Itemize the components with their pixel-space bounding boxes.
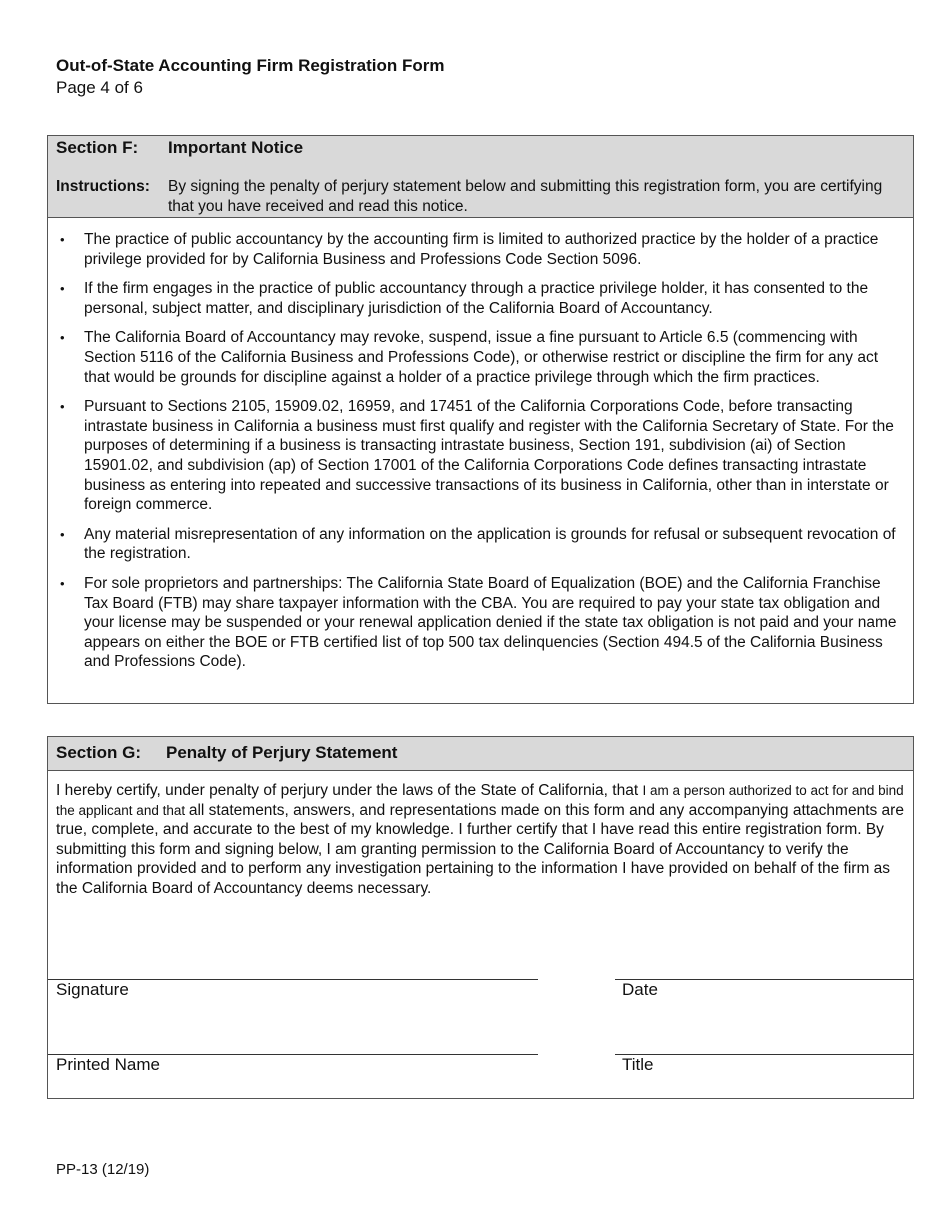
bullet-icon: • (60, 575, 65, 591)
bullet-icon: • (60, 232, 65, 247)
certification-text-part2: I am a person authorized to act for and bind the applicant and that (56, 783, 904, 818)
bullet-icon: • (60, 399, 65, 415)
instructions-text: By signing the penalty of perjury statement below and submitting this registration form, you are certifying that you have received and read this notice. (168, 178, 883, 215)
printed-name-label: Printed Name (56, 1055, 160, 1074)
list-item (60, 279, 905, 318)
certification-text-part3: all statements, answers, and representations made on this form and any accompanying attachments are true, complete, and accurate to the best of my knowledge. I further certify that I have read this entire registration form. By submitting this form and signing below, I am granting permission to the California Board of Accountancy to verify the information provided and to perform any investigation pertaining to the information I have provided on behalf of the firm as the California Board of Accountancy deems necessary. (56, 801, 904, 897)
section-g-header (48, 737, 913, 771)
section-f-important-notice (47, 135, 914, 704)
bullet-icon: • (60, 526, 65, 542)
notice-list (48, 218, 913, 672)
section-f-header (48, 136, 913, 218)
instructions-label: Instructions: (56, 178, 150, 195)
list-item (60, 525, 905, 564)
form-title: Out-of-State Accounting Firm Registration Form (56, 56, 445, 75)
form-code: PP-13 (12/19) (56, 1161, 150, 1178)
notice-text: The practice of public accountancy by the accounting firm is limited to authorized practice by the holder of a practice privilege provided for by California Business and Professions Code Section 5096. (84, 231, 879, 268)
list-item (60, 328, 905, 387)
list-item (60, 230, 905, 269)
certification-statement (56, 781, 906, 899)
date-label: Date (622, 980, 658, 999)
notice-text: For sole proprietors and partnerships: The California State Board of Equalization (BOE) and the California Franchise Tax Board (FTB) may share taxpayer information with the CBA. You are required to pay your state tax obligation and your license may be suspended or your renewal application denied if the state tax obligation is not paid and your name appears on either the BOE or FTB certified list of top 500 tax delinquencies (Section 494.5 of the California Business and Professions Code). (84, 574, 897, 671)
notice-text: The California Board of Accountancy may revoke, suspend, issue a fine pursuant to Article 6.5 (commencing with Section 5116 of the California Business and Professions Code), or otherwise restrict or discipline the firm for any act that would be grounds for discipline against a holder of a practice privilege through which the firm practices. (84, 329, 879, 386)
section-f-title: Important Notice (168, 138, 304, 157)
notice-text: If the firm engages in the practice of public accountancy through a practice privilege holder, it has consented to the personal, subject matter, and disciplinary jurisdiction of the California Board of Accountancy. (84, 280, 869, 317)
section-f-id: Section F: (56, 138, 139, 157)
section-g-title: Penalty of Perjury Statement (166, 743, 398, 762)
date-field[interactable] (615, 979, 913, 980)
bullet-icon: • (60, 281, 65, 297)
notice-text: Pursuant to Sections 2105, 15909.02, 16959, and 17451 of the California Corporations Code, before transacting intrastate business in California a business must first qualify and register with the California Secretary of State. For the purposes of determining if a business is transacting intrastate business, Section 191, subdivision (ai) of Section 15901.02, and subdivision (ap) of Section 17001 of the California Corporations Code defines transacting intrastate business as entering into repeated and successive transactions of its business in California, other than in interstate or foreign commerce. (84, 398, 894, 514)
section-g-id: Section G: (56, 743, 142, 762)
title-field[interactable] (615, 1054, 913, 1055)
section-g-penalty-of-perjury (47, 736, 914, 1099)
certification-text-part1: I hereby certify, under penalty of perjury under the laws of the State of California, that (56, 782, 643, 799)
notice-text: Any material misrepresentation of any information on the application is grounds for refusal or subsequent revocation of the registration. (84, 525, 896, 563)
signature-label: Signature (56, 980, 129, 999)
list-item (60, 397, 905, 515)
page-number: Page 4 of 6 (56, 78, 143, 97)
bullet-icon: • (60, 330, 65, 346)
list-item (60, 574, 905, 672)
title-label: Title (622, 1055, 654, 1074)
